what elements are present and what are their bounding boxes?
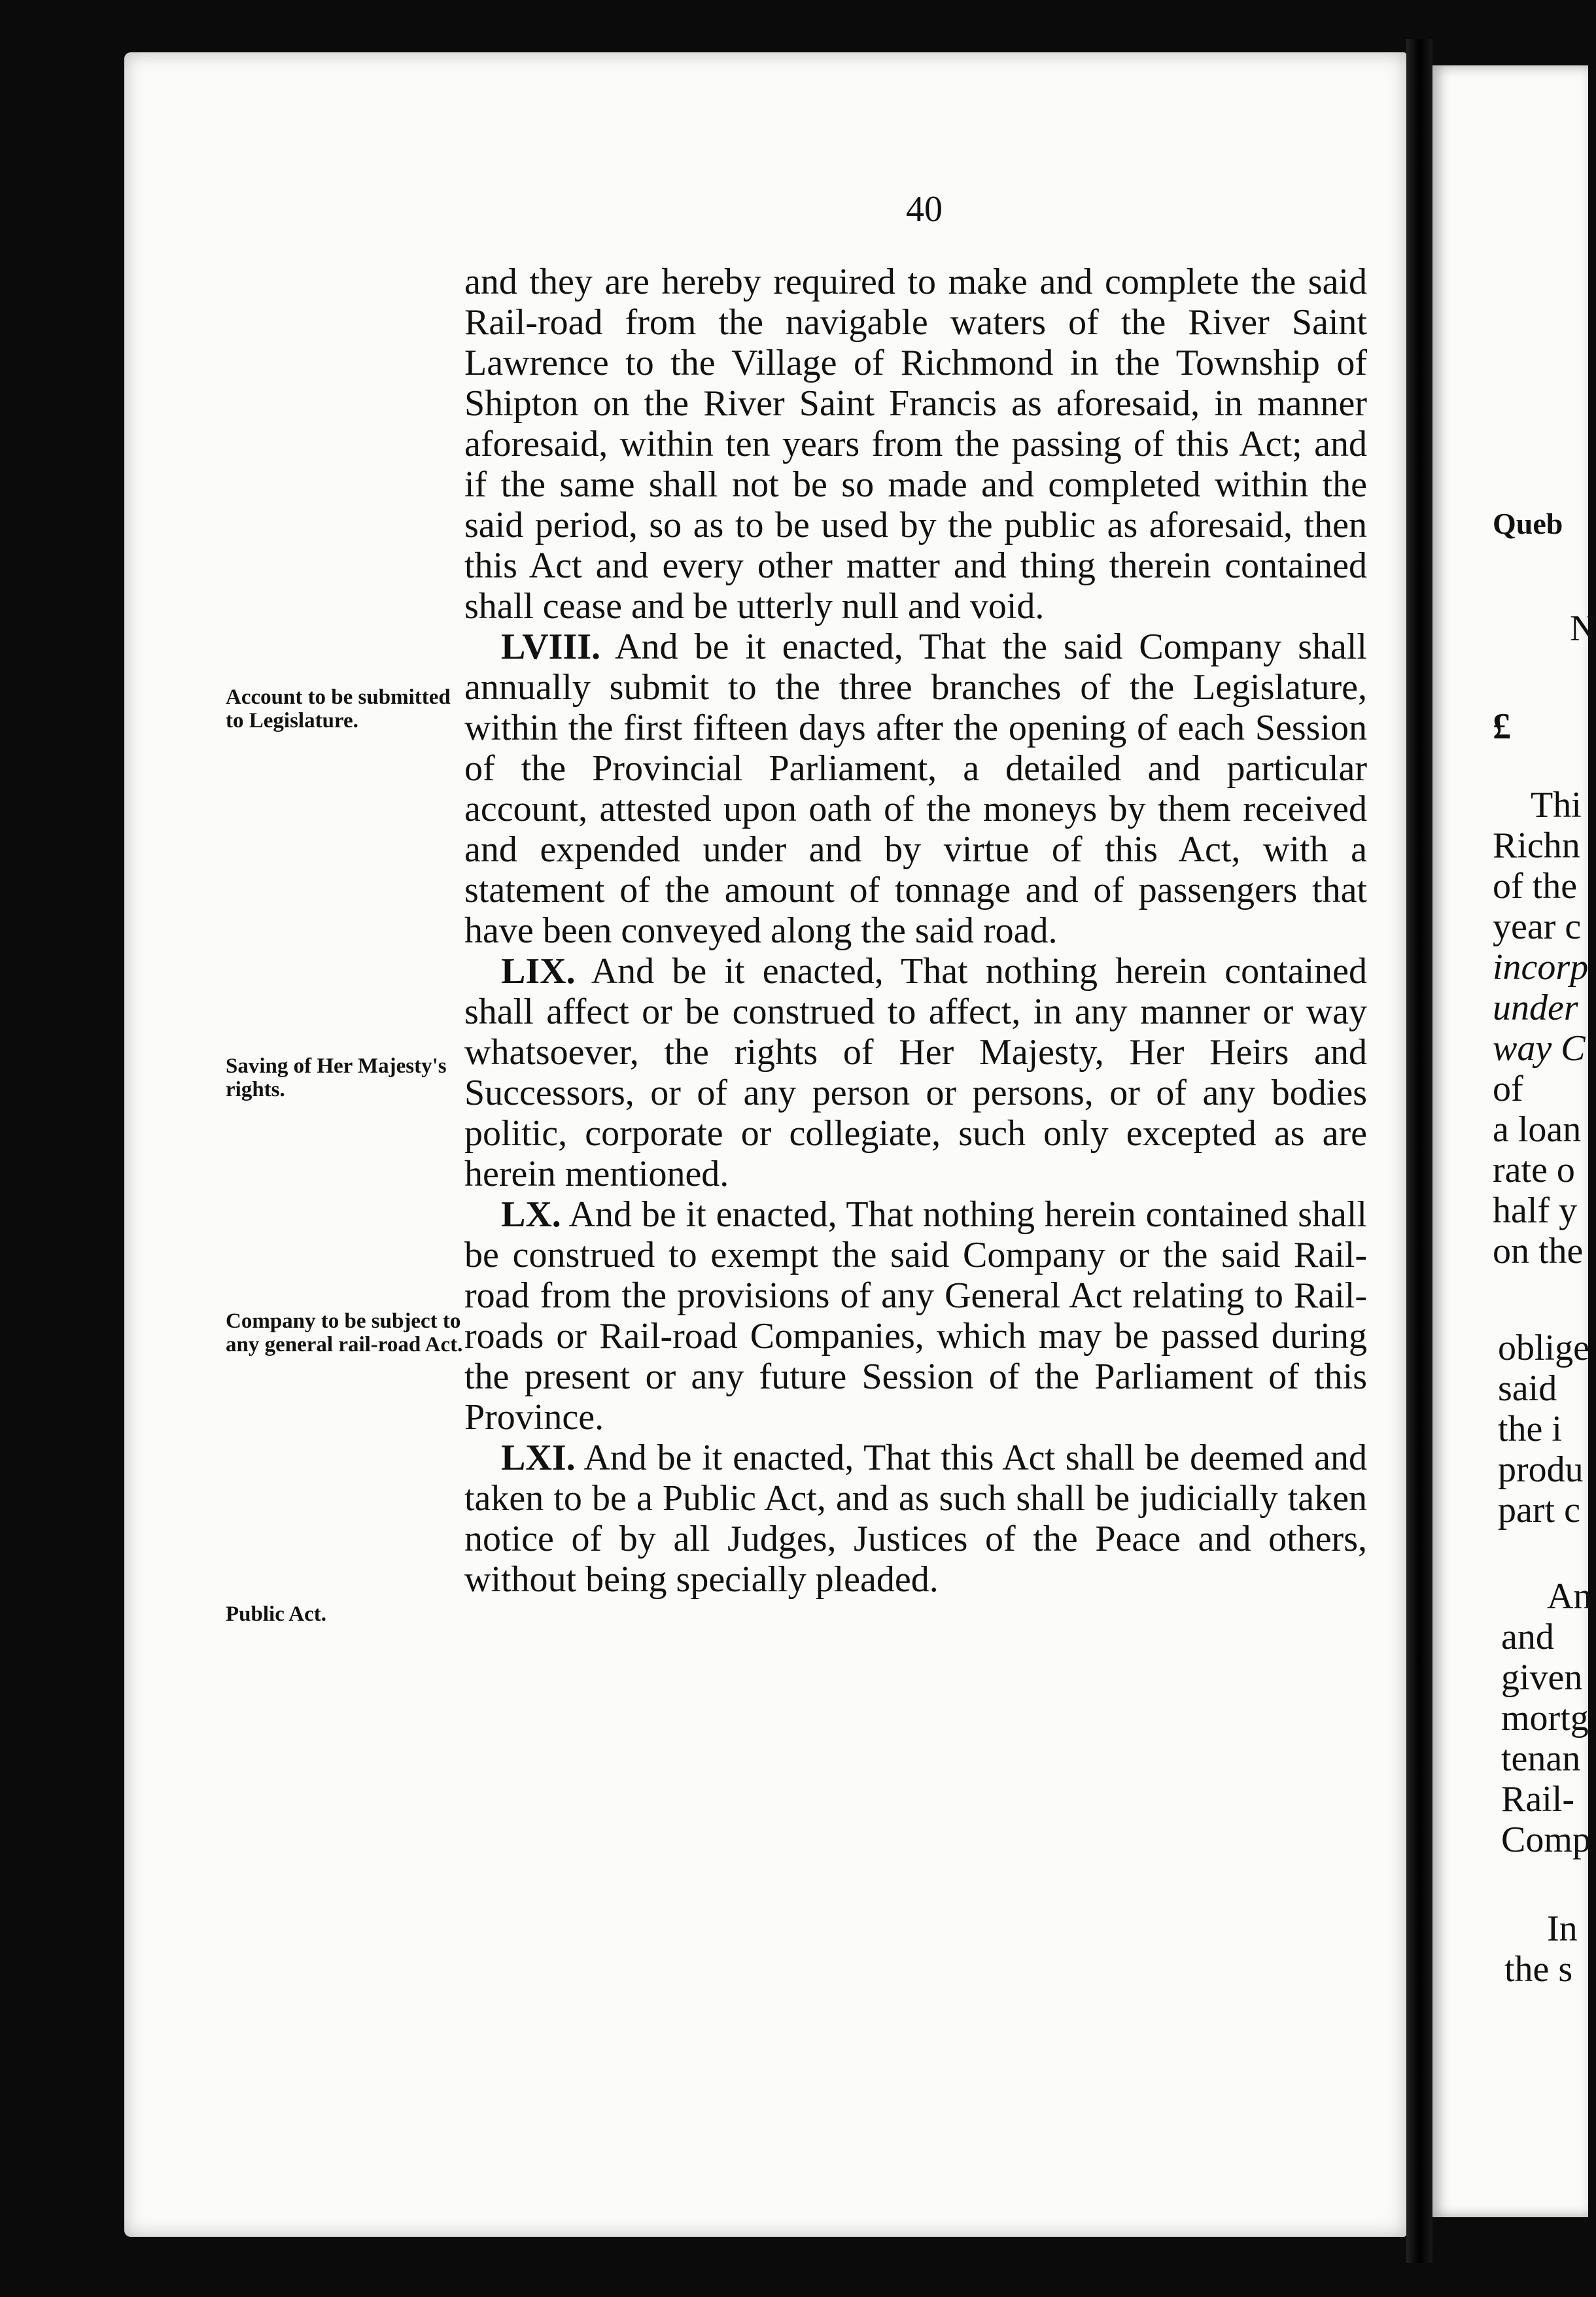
section-lviii: [464, 627, 1367, 951]
right-fragment: of: [1493, 1069, 1523, 1109]
right-fragment: mortg: [1501, 1698, 1589, 1738]
right-fragment: and: [1501, 1617, 1554, 1657]
right-fragment: year c: [1493, 907, 1582, 947]
section-number: LXI.: [501, 1438, 576, 1478]
margin-note-saving-rights: Saving of Her Majesty's rights.: [226, 1054, 447, 1101]
right-fragment: rate o: [1493, 1150, 1575, 1190]
section-number: LVIII.: [501, 627, 601, 667]
paragraph-text: And be it enacted, That the said Company shall annually submit to the three branches of the Legislature, within the first fifteen days after the opening of each Session of the Provincial Parliament, a detailed and particular account, attested upon oath of the moneys by them received and expended under and by virtue of this Act, with a statement of the amount of tonnage and of passengers that have been conveyed along the said road.: [464, 627, 1367, 951]
right-fragment: An: [1547, 1576, 1592, 1617]
right-fragment: incorp: [1493, 947, 1589, 988]
right-fragment: produ: [1498, 1449, 1584, 1490]
section-number: LIX.: [501, 951, 576, 992]
right-fragment: £: [1493, 706, 1511, 747]
paragraph-continuation: [464, 262, 1367, 627]
right-fragment: way C: [1493, 1028, 1586, 1069]
section-number: LX.: [501, 1194, 561, 1235]
right-fragment: given: [1501, 1657, 1583, 1698]
main-text-column: [464, 262, 1367, 1600]
right-fragment: under: [1493, 988, 1578, 1028]
section-lix: [464, 951, 1367, 1194]
margin-note-account: Account to be submitted to Legislature.: [226, 685, 451, 733]
right-fragment: of the: [1493, 866, 1578, 907]
paragraph-text: And be it enacted, That nothing herein contained shall affect or be construed to affect, in any manner or way whatsoever, the rights of Her Majesty, Her Heirs and Successors, or of any person or persons, or of any bodies politic, corporate or collegiate, such only excepted as are herein mentioned.: [464, 951, 1367, 1194]
book-gutter: [1406, 39, 1432, 2263]
right-fragment: half y: [1493, 1190, 1578, 1231]
right-fragment: Rail-: [1501, 1779, 1574, 1820]
margin-note-public-act: Public Act.: [226, 1602, 326, 1626]
paragraph-text: And be it enacted, That this Act shall be deemed and taken to be a Public Act, and as such shall be judicially taken notice of by all Judges, Justices of the Peace and others, without being specially pleaded.: [464, 1438, 1367, 1600]
right-fragment: on the: [1493, 1231, 1584, 1271]
section-lx: [464, 1194, 1367, 1438]
paragraph-text: and they are hereby required to make and complete the said Rail-road from the navigable waters of the River Saint Lawrence to the Village of Richmond in the Township of Shipton on the River Saint Francis as aforesaid, in manner aforesaid, within ten years from the passing of this Act; and if the same shall not be so made and completed within the said period, so as to be used by the public as aforesaid, then this Act and every other matter and thing therein contained shall cease and be utterly null and void.: [464, 262, 1367, 627]
right-fragment: part c: [1498, 1490, 1580, 1530]
right-fragment: Richn: [1493, 825, 1580, 866]
right-fragment: In: [1547, 1908, 1578, 1949]
section-lxi: [464, 1438, 1367, 1600]
right-fragment: tenan: [1501, 1738, 1581, 1779]
right-fragment: said: [1498, 1368, 1557, 1409]
right-page-heading: Queb: [1493, 507, 1563, 540]
right-fragment: a loan: [1493, 1109, 1582, 1150]
paragraph-text: And be it enacted, That nothing herein contained shall be construed to exempt the said Company or the said Rail-road from the provisions of any General Act relating to Rail-roads or Rail-road Companies, which may be passed during the present or any future Session of the Parliament of this Province.: [464, 1194, 1367, 1438]
right-fragment: the s: [1504, 1949, 1573, 1990]
margin-note-general-act: Company to be subject to any general rail-road Act.: [226, 1309, 463, 1356]
right-fragment: oblige: [1498, 1328, 1589, 1368]
right-fragment: Comp: [1501, 1820, 1591, 1860]
right-fragment: the i: [1498, 1409, 1562, 1449]
page-number: 40: [906, 189, 943, 230]
right-fragment: N: [1570, 608, 1596, 649]
right-fragment: Thi: [1531, 785, 1582, 825]
